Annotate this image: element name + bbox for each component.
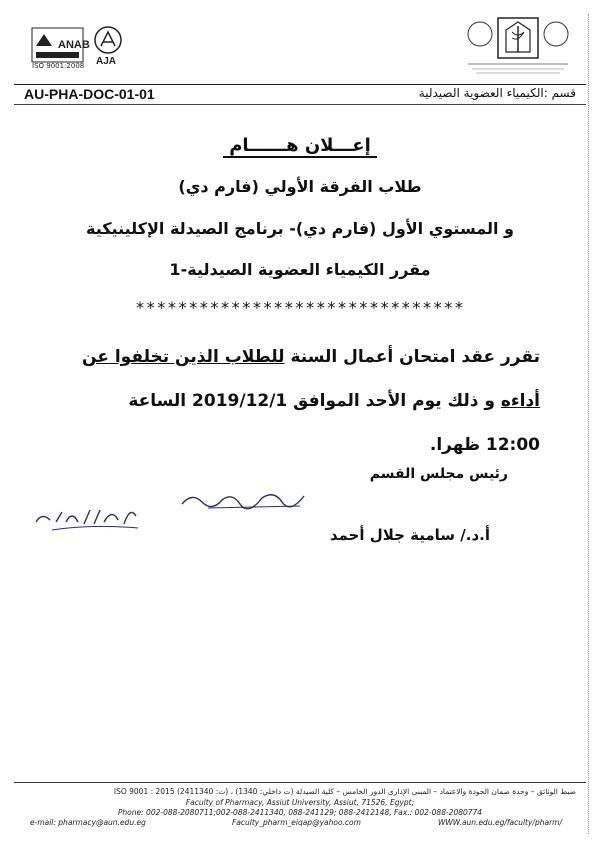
footer-yahoo-link[interactable]: Faculty_pharm_eiqap@yahoo.com — [232, 818, 361, 827]
aja-logo-icon — [88, 24, 128, 72]
footer-website-link[interactable]: WWW.aun.edu.eg/faculty/pharm/ — [437, 818, 562, 827]
target-students-line: طلاب الفرقة الأولي (فارم دي) — [178, 177, 422, 196]
separator-stars: ******************************* — [135, 298, 465, 317]
footer-email-link[interactable]: e-mail: pharmacy@aun.edu.eg — [30, 818, 146, 827]
paragraph-line-2-underlined: أداءه — [500, 391, 540, 411]
paragraph-line-2 — [60, 379, 540, 423]
signature-title: رئيس مجلس القسم — [369, 466, 508, 482]
paragraph-line-2-rest: و ذلك يوم الأحد الموافق 2019/12/1 الساعة — [128, 391, 501, 411]
university-emblem-icon — [462, 12, 574, 76]
footer-line-1: ضبط الوثائق – وحدة ضمان الجودة والاعتماد – المبنى الإدارى الدور الخامس – كلية الصيدلة (ت داخلي: 1340) ، (ت: 2411340) ISO 9001 : 2015 — [113, 787, 576, 796]
footer-line-3: Phone: 002-088-2080711;002-088-2411340, 088-241129; 088-2412148, Fax.: 002-088-2080774 — [117, 808, 483, 817]
footer-rule — [14, 782, 586, 783]
header-rule-bottom — [14, 104, 586, 105]
announcement-title — [0, 135, 600, 156]
department-name: قسم :الكيمياء العضوية الصيدلية — [418, 86, 576, 100]
iso-tag: ISO 9001:2008 — [32, 62, 85, 70]
program-line: و المستوي الأول (فارم دي)- برنامج الصيدلة الإكلينيكية — [86, 219, 514, 238]
paragraph-line-1-start: تقرر عقد امتحان أعمال السنة — [284, 347, 540, 367]
header-rule — [14, 84, 586, 85]
paragraph-line-1 — [60, 335, 540, 379]
handwritten-date-icon — [32, 502, 142, 532]
paragraph-line-1-underlined: للطلاب الذين تخلفوا عن — [82, 347, 285, 367]
announcement-title-text: إعـــلان هــــــام — [223, 135, 377, 158]
footer-line-2: Faculty of Pharmacy, Assiut University, Assiut, 71526, Egypt; — [185, 798, 415, 807]
svg-text:ANAB: ANAB — [58, 39, 90, 51]
handwritten-signature-icon — [178, 486, 308, 512]
paragraph-line-3: 12:00 ظهرا. — [429, 435, 540, 455]
course-line: مقرر الكيمياء العضوية الصيدلية-1 — [169, 260, 431, 279]
document-number: AU-PHA-DOC-01-01 — [24, 86, 155, 102]
signatory-name: أ.د./ سامية جلال أحمد — [329, 526, 490, 544]
svg-text:AJA: AJA — [96, 56, 117, 67]
